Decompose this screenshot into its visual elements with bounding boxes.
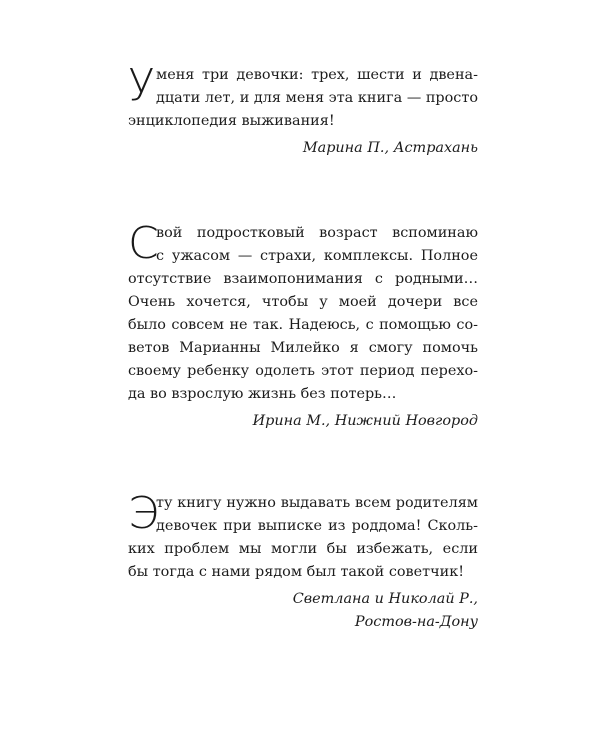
- author-line: Ирина М., Нижний Новгород: [252, 413, 478, 429]
- text-line: дцати лет, и для меня эта книга — просто: [156, 90, 478, 106]
- testimonial-text: [128, 488, 478, 584]
- testimonial-1: [128, 60, 478, 160]
- text-line: вой подростковый возраст вспоминаю: [156, 225, 478, 241]
- testimonial-author: [128, 588, 478, 634]
- text-line: ветов Марианны Милейко я смогу помочь: [128, 340, 478, 356]
- testimonial-author: [128, 137, 478, 160]
- text-line: отсутствие взаимопонимания с родными…: [128, 271, 478, 287]
- text-line: да во взрослую жизнь без потерь…: [128, 386, 397, 402]
- author-line: Светлана и Николай Р.,: [292, 591, 478, 607]
- drop-cap: Э: [128, 488, 159, 539]
- text-line: своему ребенку одолеть этот период перехо-: [128, 363, 478, 379]
- text-line: энциклопедия выживания!: [128, 113, 335, 129]
- text-line: девочек при выписке из роддома! Сколь-: [156, 518, 478, 534]
- testimonial-text: [128, 218, 478, 406]
- text-line: было совсем не так. Надеюсь, с помощью со-: [128, 317, 478, 333]
- testimonial-author: [128, 410, 478, 433]
- testimonial-3: [128, 488, 478, 634]
- testimonial-text: [128, 60, 478, 133]
- text-line: ту книгу нужно выдавать всем родителям: [156, 495, 478, 511]
- drop-cap: С: [128, 218, 159, 269]
- text-line: бы тогда с нами рядом был такой советчик!: [128, 564, 465, 580]
- drop-cap: У: [128, 60, 155, 111]
- text-line: Очень хочется, чтобы у моей дочери все: [128, 294, 478, 310]
- testimonial-2: [128, 218, 478, 433]
- author-line: Марина П., Астрахань: [302, 140, 478, 156]
- author-line: Ростов-на-Дону: [354, 614, 478, 630]
- text-line: с ужасом — страхи, комплексы. Полное: [156, 248, 478, 264]
- text-line: ких проблем мы могли бы избежать, если: [128, 541, 478, 557]
- text-line: меня три девочки: трех, шести и двена-: [156, 67, 478, 83]
